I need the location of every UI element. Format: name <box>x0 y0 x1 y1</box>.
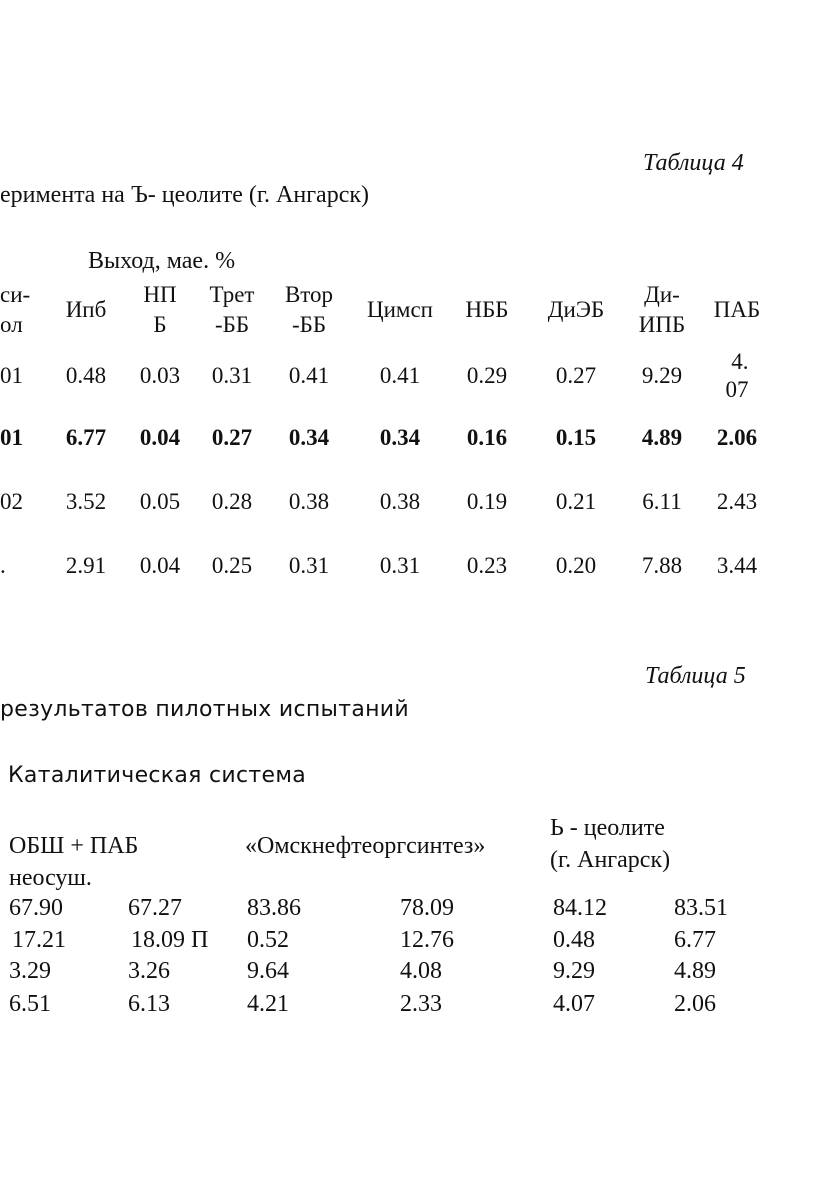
table4-cell: 0.38 <box>379 489 421 514</box>
table5-cell: 6.51 <box>9 991 51 1017</box>
table4-cell: 01 <box>0 425 23 450</box>
table5-cell: 18.09 П <box>131 927 209 953</box>
table5-cell: 0.52 <box>247 927 289 953</box>
table4-cell: 3.44 <box>716 553 758 578</box>
table4-cell: 4. 07 <box>725 349 749 402</box>
table5-cell: 3.29 <box>9 958 51 984</box>
table4-cell: 0.25 <box>211 553 253 578</box>
table4-cell: 2.43 <box>716 489 758 514</box>
table5-cell: 9.29 <box>553 958 595 984</box>
table4-cell: 0.27 <box>211 425 253 450</box>
table4-cell: 0.05 <box>139 489 181 514</box>
table5-cell: 0.48 <box>553 927 595 953</box>
table5-col-header: ОБШ + ПАБ неосуш. <box>9 833 139 891</box>
table4-cell: 0.20 <box>555 553 597 578</box>
table5-cell: 2.06 <box>674 991 716 1017</box>
table4-cell: 0.29 <box>466 363 508 388</box>
table4-cell: 0.27 <box>555 363 597 388</box>
table5-col-header: «Омскнефтеоргсинтез» <box>245 833 486 859</box>
table4-cell: 02 <box>0 489 23 514</box>
table5-cell: 12.76 <box>400 927 454 953</box>
table4-cell: 6.11 <box>642 489 682 514</box>
table5-col-header: Ь - цеолите (г. Ангарск) <box>550 815 671 873</box>
table4-cell: 0.15 <box>555 425 597 450</box>
table4-col-header: си- ол <box>0 282 31 337</box>
table5-cell: 4.08 <box>400 958 442 984</box>
table4-cell: 0.31 <box>211 363 253 388</box>
table4-cell: 0.31 <box>288 553 330 578</box>
table4-cell: 4.89 <box>641 425 683 450</box>
table5-cell: 6.13 <box>128 991 170 1017</box>
table5-cell: 4.89 <box>674 958 716 984</box>
table4-col-header: Цимсп <box>367 297 433 322</box>
table4-cell: 0.04 <box>139 553 181 578</box>
table5-cell: 67.90 <box>9 895 63 921</box>
table4-cell: 0.16 <box>466 425 508 450</box>
table4-col-header: ДиЭБ <box>547 297 605 322</box>
table5-cell: 83.86 <box>247 895 301 921</box>
table4-col-header: НББ <box>465 297 509 322</box>
table5-cell: 4.07 <box>553 991 595 1017</box>
table4-cell: 0.48 <box>65 363 107 388</box>
table5-group-header: Каталитическая система <box>8 763 307 788</box>
table4-cell: 01 <box>0 363 23 388</box>
table4-cell: 2.91 <box>65 553 107 578</box>
table4-caption: Таблица 4 <box>643 150 744 176</box>
table4-cell: 0.38 <box>288 489 330 514</box>
table4-col-header: Трет -ББ <box>209 282 255 337</box>
table4-col-header: Ди- ИПБ <box>638 282 686 337</box>
table4-cell: 0.34 <box>288 425 330 450</box>
table5-caption: Таблица 5 <box>645 663 746 689</box>
table4-cell: 0.19 <box>466 489 508 514</box>
table4-cell: 0.31 <box>379 553 421 578</box>
table5-cell: 6.77 <box>674 927 716 953</box>
table4-cell: 2.06 <box>716 425 758 450</box>
table4-cell: . <box>0 553 6 578</box>
table4-cell: 0.04 <box>139 425 181 450</box>
table4-col-header: ПАБ <box>713 297 761 322</box>
table4-cell: 7.88 <box>641 553 683 578</box>
table4-cell: 9.29 <box>641 363 683 388</box>
table5-title: результатов пилотных испытаний <box>0 697 409 722</box>
table4-col-header: Ипб <box>65 297 107 322</box>
table4-cell: 0.34 <box>379 425 421 450</box>
table5-cell: 78.09 <box>400 895 454 921</box>
table5-cell: 9.64 <box>247 958 289 984</box>
table4-cell: 0.41 <box>288 363 330 388</box>
table4-cell: 0.23 <box>466 553 508 578</box>
table5-cell: 17.21 <box>12 927 66 953</box>
table4-col-header: НП Б <box>143 282 177 337</box>
table4-title: ериментa на Ъ- цеолите (г. Ангарск) <box>0 182 369 208</box>
table4-cell: 0.28 <box>211 489 253 514</box>
table4-cell: 6.77 <box>65 425 107 450</box>
table4-cell: 0.21 <box>555 489 597 514</box>
table5-cell: 67.27 <box>128 895 182 921</box>
table5-cell: 83.51 <box>674 895 728 921</box>
table4-group-header: Выход, мае. % <box>88 248 236 274</box>
table4-cell: 3.52 <box>65 489 107 514</box>
table4-cell: 0.03 <box>139 363 181 388</box>
table5-cell: 2.33 <box>400 991 442 1017</box>
table5-cell: 4.21 <box>247 991 289 1017</box>
table5-cell: 3.26 <box>128 958 170 984</box>
table4-cell: 0.41 <box>379 363 421 388</box>
table4-col-header: Втор -ББ <box>284 282 334 337</box>
table5-cell: 84.12 <box>553 895 607 921</box>
